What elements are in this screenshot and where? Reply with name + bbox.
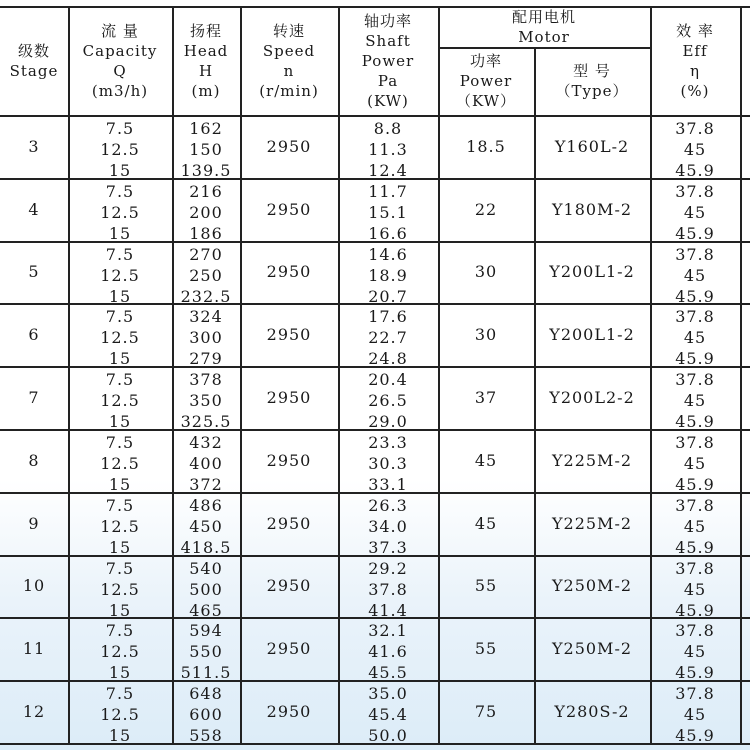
row-12-efficiency-line-0: 37.8 [675, 684, 715, 704]
row-12-head-line-1: 600 [189, 705, 223, 725]
row-4-capacity-line-0: 7.5 [105, 181, 135, 201]
row-7-efficiency-line-0: 37.8 [675, 370, 715, 390]
row-9-stage: 9 [28, 513, 40, 533]
row-8-capacity-line-1: 12.5 [100, 454, 140, 473]
row-8-head-line-0: 432 [189, 433, 223, 452]
row-3-head-line-1: 150 [189, 140, 223, 159]
row-10-head-line-2: 465 [189, 600, 223, 620]
row-3-head-line-2: 139.5 [180, 161, 232, 180]
row-5-capacity-line-2: 15 [108, 286, 132, 306]
row-6-capacity [68, 303, 172, 369]
header-motor-type-line-0: 型 号 [573, 62, 611, 80]
row-7-shaft-power-line-0: 20.4 [368, 370, 408, 390]
table-top-border [0, 6, 750, 8]
row-3-capacity-line-0: 7.5 [105, 119, 135, 138]
row-divider [0, 555, 750, 557]
row-8-head-line-2: 372 [189, 475, 223, 494]
row-6-motor-type: Y200L1-2 [549, 325, 635, 345]
row-3-efficiency-line-1: 45 [683, 140, 707, 159]
row-3-motor-type: Y160L-2 [554, 136, 630, 156]
row-4-head-line-0: 216 [189, 181, 223, 201]
row-12-shaft-power [338, 680, 438, 746]
row-11-head-line-1: 550 [189, 642, 223, 662]
column-divider [172, 6, 174, 743]
row-9-shaft-power-line-1: 34.0 [368, 516, 408, 536]
row-7-head-line-2: 325.5 [180, 412, 232, 432]
row-7-capacity-line-2: 15 [108, 412, 132, 432]
row-8-shaft-power-line-0: 23.3 [368, 433, 408, 452]
row-8-efficiency-line-2: 45.9 [675, 475, 715, 494]
header-shaft-power-line-1: Shaft [365, 31, 411, 50]
row-8-shaft-power-line-1: 30.3 [368, 454, 408, 473]
row-9-shaft-power [338, 492, 438, 555]
row-4-head [172, 178, 240, 241]
header-head-line-2: H [198, 61, 214, 80]
row-5-capacity-line-0: 7.5 [105, 244, 135, 264]
row-7-efficiency-line-1: 45 [683, 391, 707, 411]
header-stage-line-0: 级数 [17, 41, 50, 60]
row-12-capacity-line-1: 12.5 [100, 705, 140, 725]
row-divider [0, 303, 750, 305]
row-9-capacity-line-0: 7.5 [105, 495, 135, 515]
row-12-efficiency [650, 680, 740, 746]
header-speed-line-2: n [283, 61, 295, 80]
row-4-efficiency-line-0: 37.8 [675, 181, 715, 201]
row-4-head-line-1: 200 [189, 202, 223, 222]
row-7-motor-type: Y200L2-2 [549, 388, 635, 408]
row-5-efficiency-line-1: 45 [683, 265, 707, 285]
row-10-shaft-power-line-0: 29.2 [368, 558, 408, 578]
row-4-speed: 2950 [266, 199, 312, 219]
row-10-speed: 2950 [266, 576, 312, 596]
row-4-capacity-line-2: 15 [108, 223, 132, 243]
row-divider [0, 429, 750, 431]
row-7-shaft-power-line-2: 29.0 [368, 412, 408, 432]
row-7-capacity [68, 366, 172, 432]
row-5-shaft-power-line-2: 20.7 [368, 286, 408, 306]
header-capacity-line-1: Capacity [82, 41, 158, 60]
row-4-efficiency-line-2: 45.9 [675, 223, 715, 243]
row-10-shaft-power [338, 555, 438, 618]
row-5-shaft-power [338, 241, 438, 304]
row-3-shaft-power-line-2: 12.4 [368, 161, 408, 180]
row-12-capacity-line-2: 15 [108, 726, 132, 746]
row-5-stage: 5 [28, 262, 40, 282]
row-5-capacity-line-1: 12.5 [100, 265, 140, 285]
row-12-shaft-power-line-1: 45.4 [368, 705, 408, 725]
header-efficiency-line-0: 效 率 [676, 21, 714, 40]
row-6-efficiency-line-2: 45.9 [675, 349, 715, 369]
column-divider [68, 6, 70, 743]
row-4-shaft-power [338, 178, 438, 241]
row-7-head-line-1: 350 [189, 391, 223, 411]
row-9-head-line-2: 418.5 [180, 537, 232, 557]
row-11-head-line-2: 511.5 [180, 663, 232, 683]
column-divider [338, 6, 340, 743]
row-12-capacity-line-0: 7.5 [105, 684, 135, 704]
row-11-efficiency [650, 617, 740, 683]
row-11-capacity [68, 617, 172, 683]
motor-subheader-divider [438, 47, 650, 49]
column-divider [740, 6, 742, 743]
row-11-stage: 11 [22, 639, 46, 659]
row-8-shaft-power [338, 429, 438, 492]
header-stage [0, 6, 68, 115]
row-12-head [172, 680, 240, 746]
header-capacity-line-0: 流 量 [101, 21, 139, 40]
row-6-head-line-1: 300 [189, 328, 223, 348]
row-9-head [172, 492, 240, 555]
row-7-stage: 7 [28, 388, 40, 408]
row-11-efficiency-line-0: 37.8 [675, 621, 715, 641]
header-shaft-power-line-4: (KW) [367, 91, 409, 110]
row-9-efficiency-line-0: 37.8 [675, 495, 715, 515]
row-10-shaft-power-line-1: 37.8 [368, 579, 408, 599]
row-12-motor-type: Y280S-2 [554, 702, 630, 722]
row-8-motor-power: 45 [474, 450, 498, 470]
row-12-head-line-2: 558 [189, 726, 223, 746]
row-10-efficiency [650, 555, 740, 618]
header-head-line-3: (m) [191, 81, 221, 100]
row-10-head [172, 555, 240, 618]
row-7-efficiency-line-2: 45.9 [675, 412, 715, 432]
row-8-efficiency-line-0: 37.8 [675, 433, 715, 452]
header-efficiency-line-3: (%) [680, 81, 710, 100]
row-9-motor-power: 45 [474, 513, 498, 533]
row-12-efficiency-line-2: 45.9 [675, 726, 715, 746]
row-3-stage: 3 [28, 136, 40, 156]
row-3-capacity-line-2: 15 [108, 161, 132, 180]
header-capacity [68, 6, 172, 115]
row-7-shaft-power [338, 366, 438, 432]
row-divider [0, 241, 750, 243]
row-7-efficiency [650, 366, 740, 432]
row-11-shaft-power-line-2: 45.5 [368, 663, 408, 683]
row-3-capacity-line-1: 12.5 [100, 140, 140, 159]
row-11-efficiency-line-1: 45 [683, 642, 707, 662]
row-3-head [172, 115, 240, 178]
row-11-capacity-line-1: 12.5 [100, 642, 140, 662]
row-6-head-line-0: 324 [189, 307, 223, 327]
row-8-capacity [68, 429, 172, 492]
row-10-head-line-0: 540 [189, 558, 223, 578]
row-10-capacity-line-1: 12.5 [100, 579, 140, 599]
row-5-efficiency-line-2: 45.9 [675, 286, 715, 306]
header-head [172, 6, 240, 115]
row-6-shaft-power-line-2: 24.8 [368, 349, 408, 369]
row-11-shaft-power-line-0: 32.1 [368, 621, 408, 641]
row-6-efficiency-line-0: 37.8 [675, 307, 715, 327]
row-4-capacity-line-1: 12.5 [100, 202, 140, 222]
row-12-efficiency-line-1: 45 [683, 705, 707, 725]
row-8-shaft-power-line-2: 33.1 [368, 475, 408, 494]
header-motor-type [534, 47, 650, 115]
header-capacity-line-3: (m3/h) [91, 81, 149, 100]
row-4-shaft-power-line-1: 15.1 [368, 202, 408, 222]
header-efficiency-line-2: η [690, 61, 700, 80]
row-5-speed: 2950 [266, 262, 312, 282]
row-11-efficiency-line-2: 45.9 [675, 663, 715, 683]
row-10-efficiency-line-2: 45.9 [675, 600, 715, 620]
row-7-head [172, 366, 240, 432]
row-5-motor-type: Y200L1-2 [549, 262, 635, 282]
row-6-head [172, 303, 240, 369]
row-divider [0, 178, 750, 180]
row-12-speed: 2950 [266, 702, 312, 722]
header-efficiency-line-1: Eff [682, 41, 708, 60]
row-8-stage: 8 [28, 450, 40, 470]
header-shaft-power-line-2: Power [361, 51, 415, 70]
row-5-head-line-0: 270 [189, 244, 223, 264]
row-11-head [172, 617, 240, 683]
row-11-speed: 2950 [266, 639, 312, 659]
row-5-motor-power: 30 [474, 262, 498, 282]
row-5-head-line-2: 232.5 [180, 286, 232, 306]
header-efficiency [650, 6, 740, 115]
row-10-capacity-line-2: 15 [108, 600, 132, 620]
row-5-shaft-power-line-1: 18.9 [368, 265, 408, 285]
row-5-efficiency [650, 241, 740, 304]
row-11-shaft-power [338, 617, 438, 683]
row-divider [0, 680, 750, 682]
row-9-capacity-line-2: 15 [108, 537, 132, 557]
row-7-motor-power: 37 [474, 388, 498, 408]
row-6-capacity-line-2: 15 [108, 349, 132, 369]
row-8-capacity-line-2: 15 [108, 475, 132, 494]
row-10-efficiency-line-1: 45 [683, 579, 707, 599]
column-divider [650, 6, 652, 743]
header-speed-line-3: (r/min) [259, 81, 319, 100]
row-11-capacity-line-2: 15 [108, 663, 132, 683]
row-9-capacity-line-1: 12.5 [100, 516, 140, 536]
row-4-shaft-power-line-0: 11.7 [368, 181, 408, 201]
header-head-line-0: 扬程 [189, 21, 222, 40]
row-10-efficiency-line-0: 37.8 [675, 558, 715, 578]
row-8-head-line-1: 400 [189, 454, 223, 473]
row-6-speed: 2950 [266, 325, 312, 345]
row-11-head-line-0: 594 [189, 621, 223, 641]
row-4-shaft-power-line-2: 16.6 [368, 223, 408, 243]
row-6-motor-power: 30 [474, 325, 498, 345]
row-6-shaft-power-line-1: 22.7 [368, 328, 408, 348]
row-4-stage: 4 [28, 199, 40, 219]
row-3-shaft-power-line-0: 8.8 [373, 119, 403, 138]
header-motor-power-line-1: Power [459, 72, 513, 90]
row-3-head-line-0: 162 [189, 119, 223, 138]
row-4-head-line-2: 186 [189, 223, 223, 243]
header-capacity-line-2: Q [113, 61, 127, 80]
row-3-efficiency-line-2: 45.9 [675, 161, 715, 180]
row-5-capacity [68, 241, 172, 304]
header-motor-line-1: Motor [518, 27, 570, 46]
column-divider [534, 47, 536, 743]
header-motor-power-line-2: （KW） [455, 92, 517, 110]
header-speed [240, 6, 338, 115]
header-stage-line-1: Stage [9, 61, 59, 80]
row-4-efficiency-line-1: 45 [683, 202, 707, 222]
header-shaft-power-line-0: 轴功率 [363, 11, 412, 30]
row-10-head-line-1: 500 [189, 579, 223, 599]
column-divider [240, 6, 242, 743]
row-10-capacity-line-0: 7.5 [105, 558, 135, 578]
row-7-capacity-line-1: 12.5 [100, 391, 140, 411]
row-10-capacity [68, 555, 172, 618]
header-speed-line-0: 转速 [272, 21, 305, 40]
row-divider [0, 617, 750, 619]
row-11-motor-type: Y250M-2 [551, 639, 633, 659]
row-10-shaft-power-line-2: 41.4 [368, 600, 408, 620]
row-12-capacity [68, 680, 172, 746]
header-motor [438, 6, 650, 47]
row-divider [0, 115, 750, 117]
row-7-shaft-power-line-1: 26.5 [368, 391, 408, 411]
row-8-efficiency-line-1: 45 [683, 454, 707, 473]
row-4-motor-type: Y180M-2 [551, 199, 633, 219]
row-6-capacity-line-1: 12.5 [100, 328, 140, 348]
row-9-head-line-1: 450 [189, 516, 223, 536]
row-8-efficiency [650, 429, 740, 492]
row-5-head-line-1: 250 [189, 265, 223, 285]
row-8-head [172, 429, 240, 492]
row-3-capacity [68, 115, 172, 178]
header-speed-line-1: Speed [262, 41, 316, 60]
row-9-shaft-power-line-2: 37.3 [368, 537, 408, 557]
row-3-motor-power: 18.5 [466, 136, 506, 156]
header-motor-type-line-1: （Type） [555, 82, 629, 100]
row-6-capacity-line-0: 7.5 [105, 307, 135, 327]
row-4-motor-power: 22 [474, 199, 498, 219]
row-11-capacity-line-0: 7.5 [105, 621, 135, 641]
row-9-speed: 2950 [266, 513, 312, 533]
header-shaft-power [338, 6, 438, 115]
column-divider [438, 6, 440, 743]
row-9-efficiency [650, 492, 740, 555]
row-3-efficiency-line-0: 37.8 [675, 119, 715, 138]
row-6-efficiency-line-1: 45 [683, 328, 707, 348]
row-9-capacity [68, 492, 172, 555]
header-motor-line-0: 配用电机 [511, 7, 576, 26]
row-5-head [172, 241, 240, 304]
row-3-efficiency [650, 115, 740, 178]
row-12-shaft-power-line-0: 35.0 [368, 684, 408, 704]
row-8-motor-type: Y225M-2 [551, 450, 633, 470]
row-5-shaft-power-line-0: 14.6 [368, 244, 408, 264]
row-7-capacity-line-0: 7.5 [105, 370, 135, 390]
header-motor-power [438, 47, 534, 115]
row-11-motor-power: 55 [474, 639, 498, 659]
row-divider [0, 743, 750, 745]
row-9-head-line-0: 486 [189, 495, 223, 515]
row-7-speed: 2950 [266, 388, 312, 408]
row-divider [0, 492, 750, 494]
row-9-efficiency-line-1: 45 [683, 516, 707, 536]
row-9-efficiency-line-2: 45.9 [675, 537, 715, 557]
row-4-capacity [68, 178, 172, 241]
row-3-shaft-power [338, 115, 438, 178]
row-10-stage: 10 [22, 576, 46, 596]
row-6-shaft-power-line-0: 17.6 [368, 307, 408, 327]
row-12-shaft-power-line-2: 50.0 [368, 726, 408, 746]
header-motor-power-line-0: 功率 [469, 52, 502, 70]
row-7-head-line-0: 378 [189, 370, 223, 390]
row-9-motor-type: Y225M-2 [551, 513, 633, 533]
row-12-head-line-0: 648 [189, 684, 223, 704]
row-3-speed: 2950 [266, 136, 312, 156]
header-head-line-1: Head [183, 41, 229, 60]
row-5-efficiency-line-0: 37.8 [675, 244, 715, 264]
row-divider [0, 366, 750, 368]
row-10-motor-type: Y250M-2 [551, 576, 633, 596]
row-10-motor-power: 55 [474, 576, 498, 596]
header-shaft-power-line-3: Pa [377, 71, 399, 90]
row-6-stage: 6 [28, 325, 40, 345]
row-6-head-line-2: 279 [189, 349, 223, 369]
row-6-shaft-power [338, 303, 438, 369]
row-12-motor-power: 75 [474, 702, 498, 722]
row-8-capacity-line-0: 7.5 [105, 433, 135, 452]
row-11-shaft-power-line-1: 41.6 [368, 642, 408, 662]
row-12-stage: 12 [22, 702, 46, 722]
row-4-efficiency [650, 178, 740, 241]
row-8-speed: 2950 [266, 450, 312, 470]
row-9-shaft-power-line-0: 26.3 [368, 495, 408, 515]
row-3-shaft-power-line-1: 11.3 [368, 140, 408, 159]
row-6-efficiency [650, 303, 740, 369]
